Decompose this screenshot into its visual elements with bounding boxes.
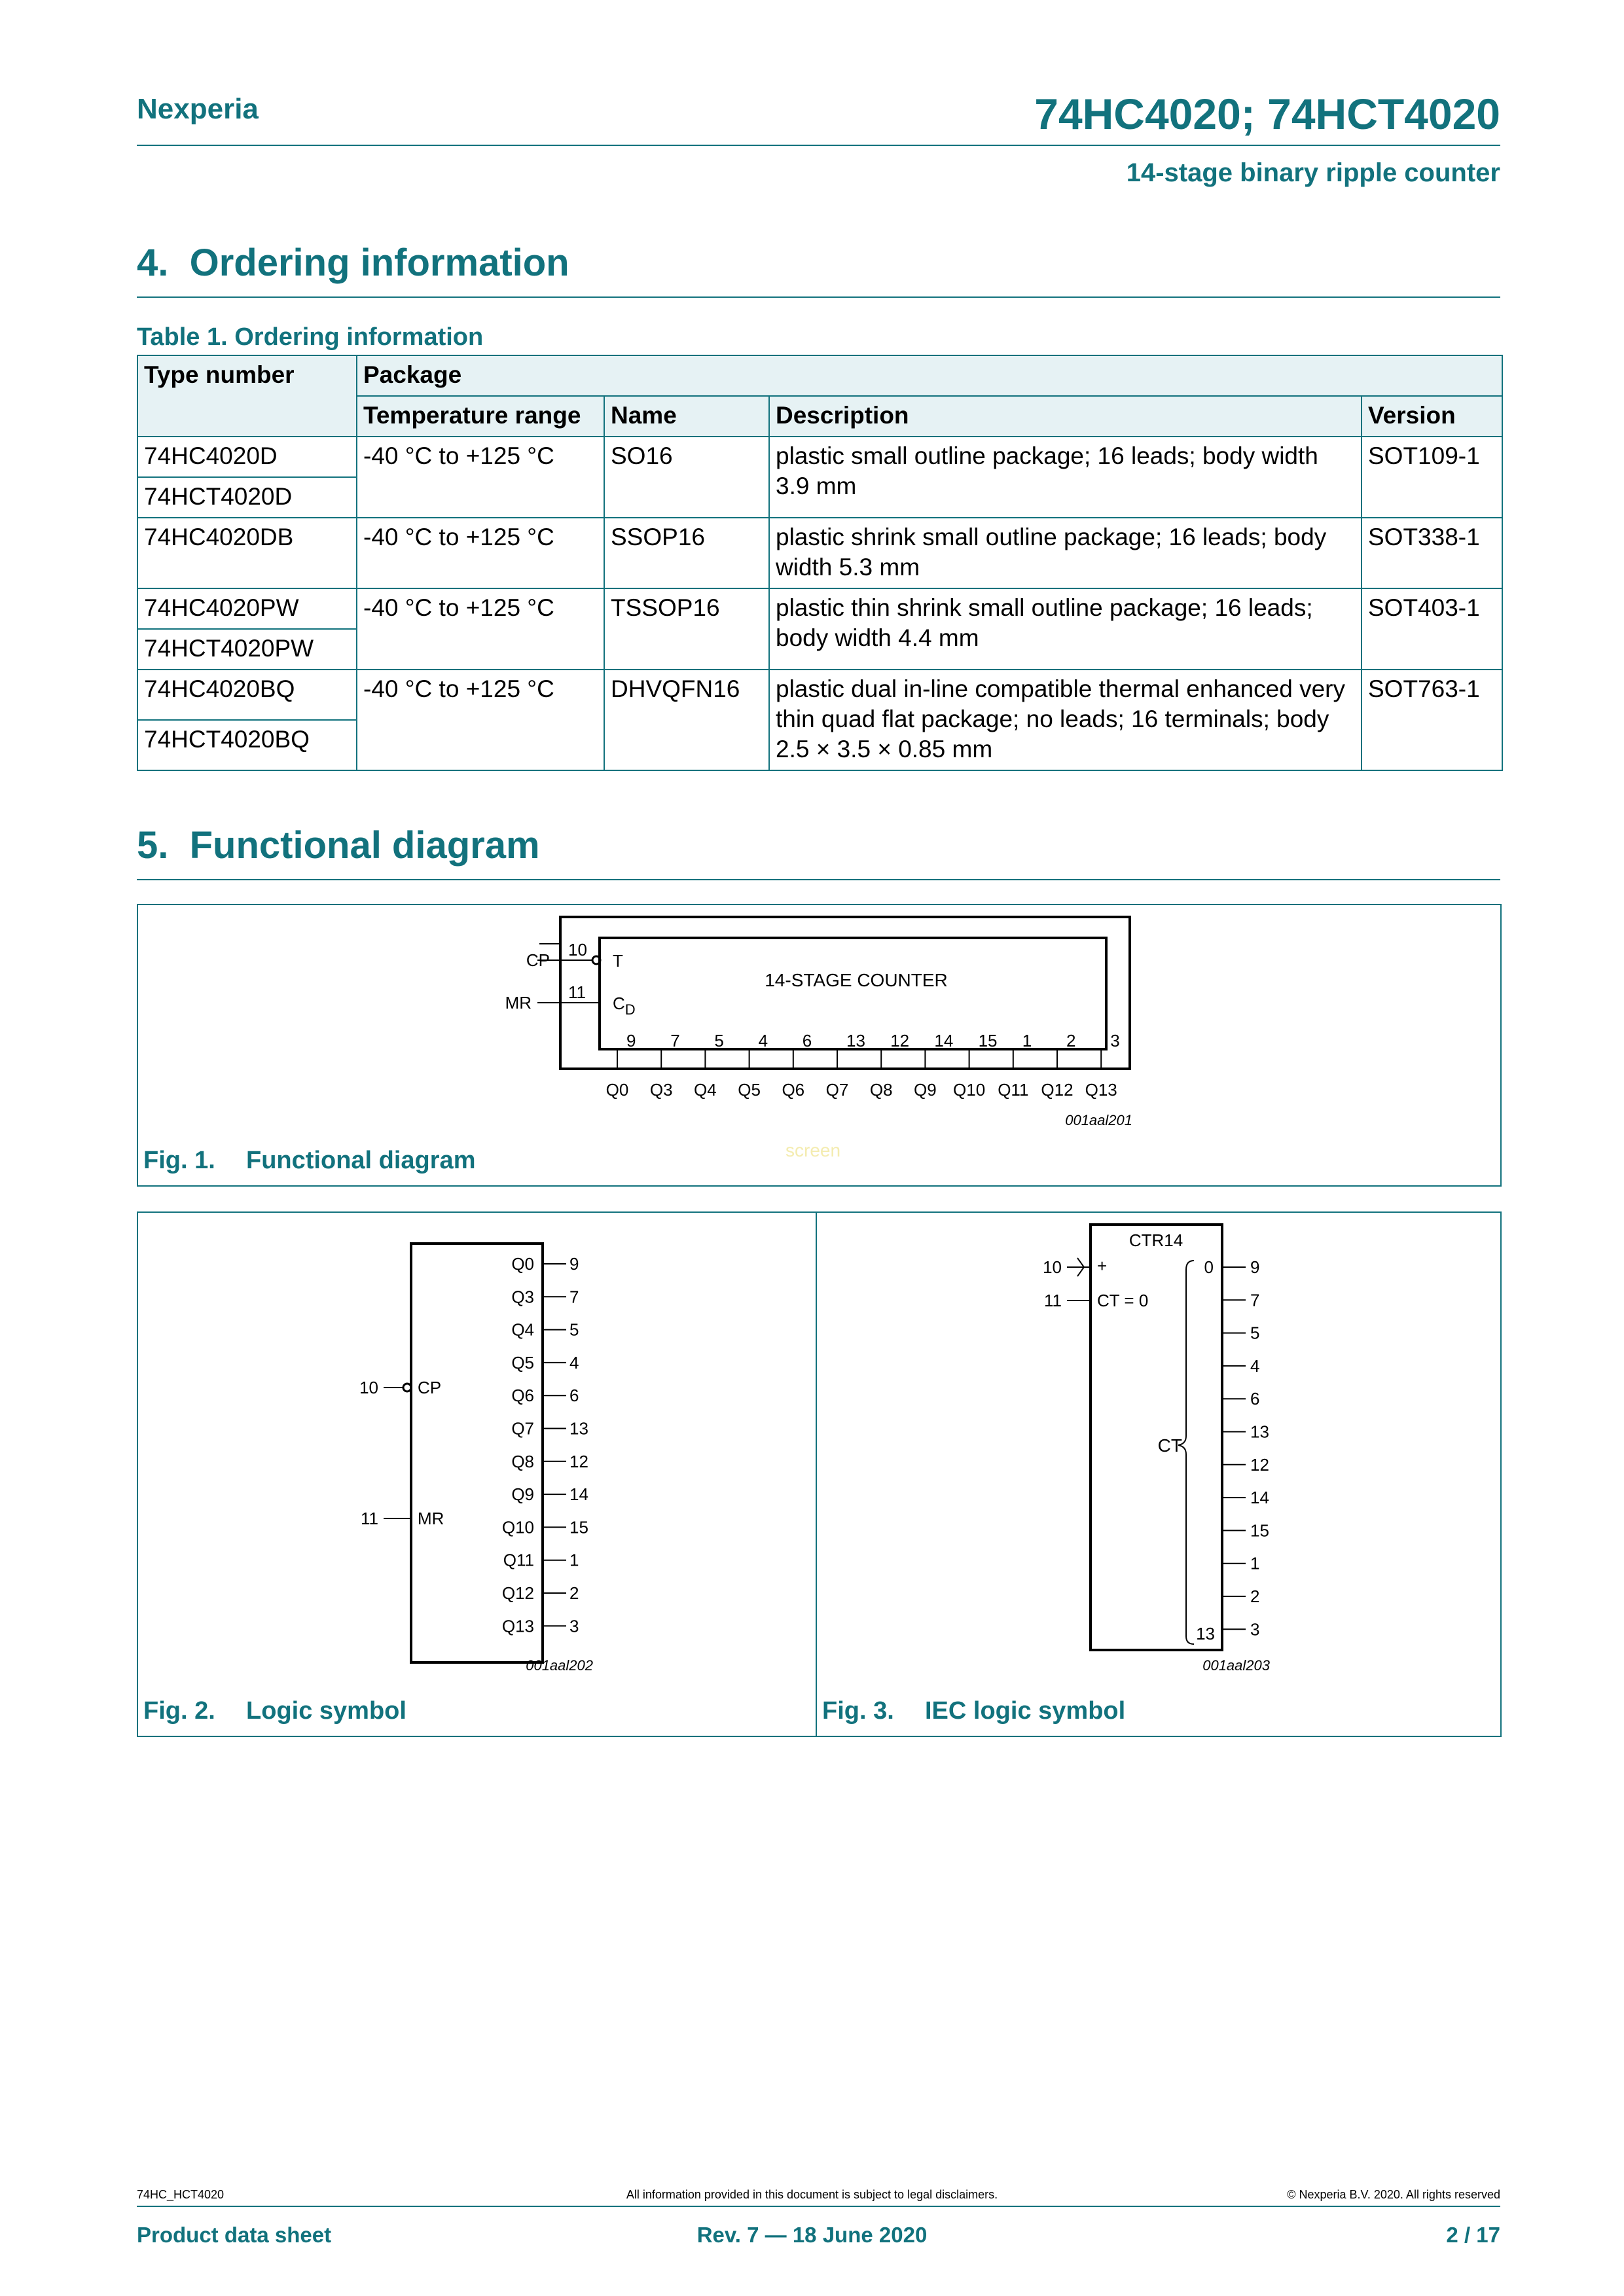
output-pins bbox=[606, 1031, 1120, 1100]
output-label: Q9 bbox=[914, 1080, 937, 1100]
functional-diagram bbox=[484, 906, 1152, 1136]
figure-title: Functional diagram bbox=[246, 1147, 476, 1174]
pin-number: 5 bbox=[714, 1031, 724, 1050]
table-caption: Table 1. Ordering information bbox=[137, 323, 484, 351]
output-label: Q3 bbox=[649, 1080, 673, 1100]
t-input-label: T bbox=[613, 951, 623, 971]
header-description: Description bbox=[769, 396, 1362, 437]
output-label: Q3 bbox=[511, 1287, 534, 1307]
output-label: Q4 bbox=[511, 1319, 534, 1340]
output-label: Q0 bbox=[605, 1080, 629, 1100]
pin-number: 1 bbox=[1022, 1031, 1032, 1050]
figure-number: Fig. 2. bbox=[143, 1697, 215, 1725]
reset-pin-number: 11 bbox=[1044, 1291, 1062, 1310]
mr-pin-number: 11 bbox=[361, 1509, 378, 1528]
output-label: Q12 bbox=[1041, 1080, 1074, 1100]
iec-logic-symbol bbox=[1021, 1217, 1335, 1689]
pin-number: 3 bbox=[1250, 1619, 1260, 1640]
figure-number: Fig. 3. bbox=[822, 1697, 894, 1725]
table-row bbox=[137, 518, 1502, 588]
figure-code: 001aal202 bbox=[526, 1657, 593, 1674]
section-5-divider bbox=[137, 879, 1500, 880]
output-label: Q7 bbox=[511, 1418, 534, 1439]
output-label: Q5 bbox=[511, 1352, 534, 1372]
pin-number: 9 bbox=[1250, 1257, 1260, 1277]
pin-number: 14 bbox=[1250, 1488, 1269, 1508]
output-label: Q13 bbox=[501, 1616, 534, 1636]
version-cell: SOT763-1 bbox=[1362, 670, 1502, 770]
name-cell: SSOP16 bbox=[604, 518, 769, 588]
section-4-divider bbox=[137, 296, 1500, 298]
outputs bbox=[1222, 1257, 1269, 1639]
pin-number: 2 bbox=[1066, 1031, 1076, 1050]
pin-number: 5 bbox=[1250, 1323, 1260, 1343]
output-label: Q10 bbox=[501, 1517, 534, 1537]
name-cell: DHVQFN16 bbox=[604, 670, 769, 770]
temp-cell: -40 °C to +125 °C bbox=[357, 670, 604, 770]
figure-divider bbox=[816, 1211, 817, 1737]
output-label: Q8 bbox=[869, 1080, 893, 1100]
pin-number: 1 bbox=[1250, 1553, 1260, 1573]
footer-disclaimer: All information provided in this document is subject to legal disclaimers. bbox=[626, 2188, 998, 2201]
figure-number: Fig. 1. bbox=[143, 1147, 215, 1174]
pin-number: 12 bbox=[1250, 1454, 1269, 1475]
footer-copyright: © Nexperia B.V. 2020. All rights reserved bbox=[1287, 2188, 1500, 2201]
pin-number: 13 bbox=[846, 1031, 865, 1050]
ordering-table bbox=[137, 355, 1503, 771]
footer-product: Product data sheet bbox=[137, 2223, 332, 2247]
output-label: Q11 bbox=[998, 1080, 1029, 1100]
ct-zero-label: CT = 0 bbox=[1097, 1291, 1149, 1310]
description-cell: plastic small outline package; 16 leads; body width 3.9 mm bbox=[769, 437, 1362, 518]
version-cell: SOT109-1 bbox=[1362, 437, 1502, 518]
watermark-text: screen bbox=[785, 1140, 841, 1160]
output-label: Q9 bbox=[511, 1484, 534, 1505]
pin-number: 12 bbox=[890, 1031, 910, 1050]
output-label: Q5 bbox=[738, 1080, 761, 1100]
pin-number: 15 bbox=[978, 1031, 998, 1050]
document-subtitle: 14-stage binary ripple counter bbox=[1126, 158, 1500, 187]
counter-label: 14-STAGE COUNTER bbox=[765, 970, 948, 990]
cp-pin-number: 10 bbox=[359, 1378, 378, 1397]
pin-number: 3 bbox=[569, 1616, 579, 1636]
footer-divider bbox=[137, 2206, 1500, 2207]
type-cell: 74HCT4020PW bbox=[137, 629, 357, 670]
type-cell: 74HC4020DB bbox=[137, 518, 357, 588]
first-bit-label: 0 bbox=[1204, 1257, 1214, 1277]
section-5-heading bbox=[137, 823, 540, 867]
pin-number: 5 bbox=[569, 1319, 579, 1340]
cp-label: CP bbox=[418, 1378, 442, 1397]
pin-number: 4 bbox=[758, 1031, 768, 1050]
figure-title: IEC logic symbol bbox=[925, 1697, 1126, 1725]
header-temp-range: Temperature range bbox=[357, 396, 604, 437]
section-number: 4. bbox=[137, 242, 169, 284]
ct-label: CT bbox=[1157, 1435, 1182, 1456]
pin-number: 7 bbox=[1250, 1290, 1260, 1310]
section-title: Ordering information bbox=[189, 242, 569, 284]
pin-number: 12 bbox=[569, 1451, 588, 1471]
footer-doc-id: 74HC_HCT4020 bbox=[137, 2188, 225, 2201]
clock-pin-number: 10 bbox=[1043, 1257, 1062, 1277]
output-label: Q8 bbox=[511, 1451, 534, 1471]
document-title: 74HC4020; 74HCT4020 bbox=[1034, 90, 1500, 138]
pin-number: 1 bbox=[569, 1550, 579, 1570]
figure-2-caption bbox=[143, 1697, 406, 1725]
version-cell: SOT403-1 bbox=[1362, 588, 1502, 670]
outputs bbox=[502, 1254, 588, 1636]
type-cell: 74HC4020BQ bbox=[137, 670, 357, 720]
section-4-heading bbox=[137, 241, 569, 285]
pin-number: 6 bbox=[1250, 1389, 1260, 1409]
output-label: Q0 bbox=[511, 1254, 534, 1274]
temp-cell: -40 °C to +125 °C bbox=[357, 588, 604, 670]
output-label: Q13 bbox=[1085, 1080, 1117, 1100]
brand-name: Nexperia bbox=[137, 93, 259, 125]
pin-number: 9 bbox=[569, 1254, 579, 1274]
header-type-number: Type number bbox=[137, 355, 357, 437]
output-label: Q10 bbox=[953, 1080, 986, 1100]
logic-symbol bbox=[340, 1230, 628, 1689]
output-label: Q6 bbox=[511, 1386, 534, 1406]
cp-label: CP bbox=[526, 950, 550, 970]
pin-number: 14 bbox=[569, 1484, 588, 1505]
mr-pin-number: 11 bbox=[568, 982, 586, 1002]
header-package: Package bbox=[357, 355, 1502, 396]
cp-pin-number: 10 bbox=[568, 940, 587, 960]
output-label: Q7 bbox=[825, 1080, 849, 1100]
type-cell: 74HCT4020BQ bbox=[137, 720, 357, 770]
pin-number: 4 bbox=[569, 1352, 579, 1372]
pin-number: 13 bbox=[569, 1418, 588, 1439]
figure-code: 001aal203 bbox=[1202, 1657, 1270, 1674]
pin-number: 4 bbox=[1250, 1355, 1260, 1376]
last-bit-label: 13 bbox=[1196, 1624, 1215, 1643]
table-row bbox=[137, 437, 1502, 477]
cd-input-label: $C_D$ bbox=[613, 994, 636, 1018]
section-number: 5. bbox=[137, 824, 169, 867]
description-cell: plastic thin shrink small outline package; 16 leads; body width 4.4 mm bbox=[769, 588, 1362, 670]
temp-cell: -40 °C to +125 °C bbox=[357, 518, 604, 588]
type-cell: 74HC4020PW bbox=[137, 588, 357, 629]
pin-number: 15 bbox=[569, 1517, 588, 1537]
output-label: Q6 bbox=[782, 1080, 805, 1100]
header-name: Name bbox=[604, 396, 769, 437]
figure-title: Logic symbol bbox=[246, 1697, 406, 1725]
pin-number: 15 bbox=[1250, 1520, 1269, 1541]
pin-number: 6 bbox=[569, 1386, 579, 1406]
pin-number: 14 bbox=[934, 1031, 954, 1050]
pin-number: 7 bbox=[569, 1287, 579, 1307]
mr-label: MR bbox=[505, 993, 532, 1013]
figure-3-caption bbox=[822, 1697, 1125, 1725]
name-cell: SO16 bbox=[604, 437, 769, 518]
figure-code: 001aal201 bbox=[1065, 1112, 1132, 1128]
figure-1-caption bbox=[143, 1147, 475, 1175]
temp-cell: -40 °C to +125 °C bbox=[357, 437, 604, 518]
output-label: Q4 bbox=[694, 1080, 717, 1100]
footer-page-number: 2 / 17 bbox=[1446, 2223, 1500, 2247]
block-title: CTR14 bbox=[1128, 1230, 1183, 1250]
table-row bbox=[137, 670, 1502, 720]
type-cell: 74HCT4020D bbox=[137, 477, 357, 518]
footer-revision: Rev. 7 — 18 June 2020 bbox=[696, 2223, 928, 2247]
header-version: Version bbox=[1362, 396, 1502, 437]
name-cell: TSSOP16 bbox=[604, 588, 769, 670]
pin-number: 13 bbox=[1250, 1422, 1269, 1442]
plus-label: + bbox=[1097, 1256, 1108, 1276]
pin-number: 2 bbox=[569, 1583, 579, 1603]
output-label: Q12 bbox=[501, 1583, 534, 1603]
table-row bbox=[137, 588, 1502, 629]
pin-number: 6 bbox=[802, 1031, 812, 1050]
mr-label: MR bbox=[418, 1509, 444, 1528]
iec-block bbox=[1091, 1225, 1222, 1650]
pin-number: 2 bbox=[1250, 1587, 1260, 1606]
version-cell: SOT338-1 bbox=[1362, 518, 1502, 588]
description-cell: plastic shrink small outline package; 16 leads; body width 5.3 mm bbox=[769, 518, 1362, 588]
output-label: Q11 bbox=[503, 1550, 534, 1570]
section-title: Functional diagram bbox=[189, 824, 540, 867]
type-cell: 74HC4020D bbox=[137, 437, 357, 477]
outer-frame bbox=[560, 917, 1130, 1069]
description-cell: plastic dual in-line compatible thermal enhanced very thin quad flat package; no leads; 16 terminals; body 2.5 × 3.5 × 0.85 mm bbox=[769, 670, 1362, 770]
pin-number: 7 bbox=[670, 1031, 680, 1050]
pin-number: 9 bbox=[626, 1031, 636, 1050]
header-divider bbox=[137, 145, 1500, 146]
pin-number: 3 bbox=[1110, 1031, 1120, 1050]
